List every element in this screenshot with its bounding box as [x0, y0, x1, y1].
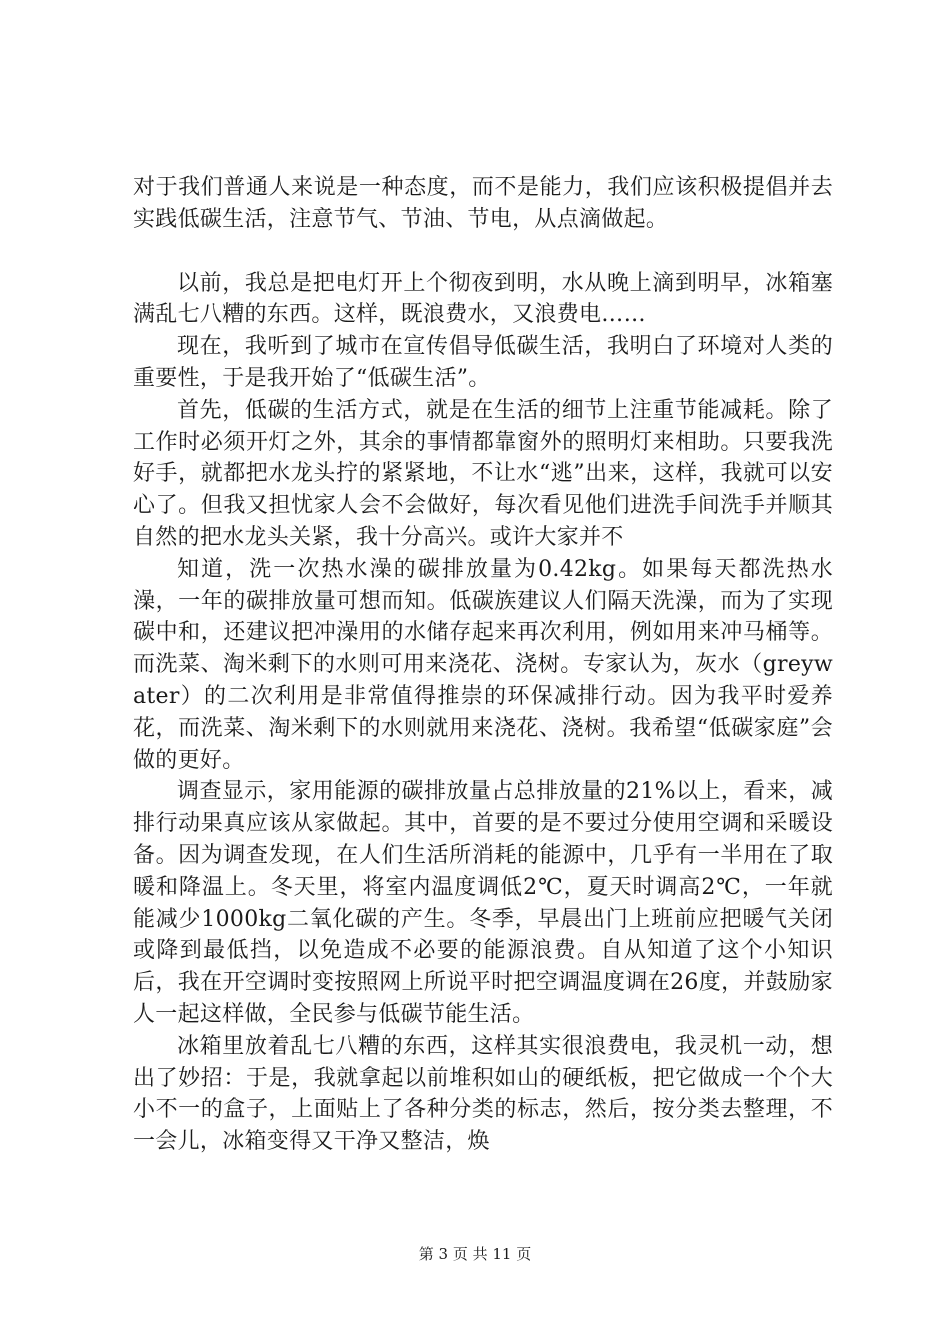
paragraph-intro: 对于我们普通人来说是一种态度，而不是能力，我们应该积极提倡并去实践低碳生活，注意节气、节油、节电，从点滴做起。: [133, 175, 833, 232]
paragraph-fridge: 冰箱里放着乱七八糟的东西，这样其实很浪费电，我灵机一动，想出了妙招：于是，我就拿起以前堆积如山的硬纸板，把它做成一个个大小不一的盒子，上面贴上了各种分类的标志，然后，按分类去整理，不一会儿，冰箱变得又干净又整洁，焕: [133, 1033, 833, 1155]
paragraph-now: 现在，我听到了城市在宣传倡导低碳生活，我明白了环境对人类的重要性，于是我开始了“低碳生活”。: [133, 334, 833, 391]
page-number: 第 3 页 共 11 页: [418, 1245, 532, 1263]
paragraph-shower: 知道，洗一次热水澡的碳排放量为0.42kg。如果每天都洗热水澡，一年的碳排放量可想而知。低碳族建议人们隔天洗澡，而为了实现碳中和，还建议把冲澡用的水储存起来再次利用，例如用来冲马桶等。而洗菜、淘米剩下的水则可用来浇花、浇树。专家认为，灰水（greywater）的二次利用是非常值得推崇的环保减排行动。因为我平时爱养花，而洗菜、淘米剩下的水则就用来浇花、浇树。我希望“低碳家庭”会做的更好。: [133, 556, 833, 773]
page-footer: [0, 1244, 950, 1264]
paragraph-first: 首先，低碳的生活方式，就是在生活的细节上注重节能减耗。除了工作时必须开灯之外，其余的事情都靠窗外的照明灯来相助。只要我洗好手，就都把水龙头拧的紧紧地，不让水“逃”出来，这样，我就可以安心了。但我又担忧家人会不会做好，每次看见他们进洗手间洗手并顺其自然的把水龙头关紧，我十分高兴。或许大家并不: [133, 397, 833, 550]
document-body: [133, 172, 833, 1158]
paragraph-before: 以前，我总是把电灯开上个彻夜到明，水从晚上滴到明早，冰箱塞满乱七八糟的东西。这样，既浪费水，又浪费电……: [133, 270, 833, 328]
paragraph-survey: 调查显示，家用能源的碳排放量占总排放量的21%以上，看来，减排行动果真应该从家做起。其中，首要的是不要过分使用空调和采暖设备。因为调查发现，在人们生活所消耗的能源中，几乎有一半用在了取暖和降温上。冬天里，将室内温度调低2℃，夏天时调高2℃，一年就能减少1000kg二氧化碳的产生。冬季，早晨出门上班前应把暖气关闭或降到最低挡，以免造成不必要的能源浪费。自从知道了这个小知识后，我在开空调时变按照网上所说平时把空调温度调在26度，并鼓励家人一起这样做，全民参与低碳节能生活。: [133, 779, 833, 1027]
